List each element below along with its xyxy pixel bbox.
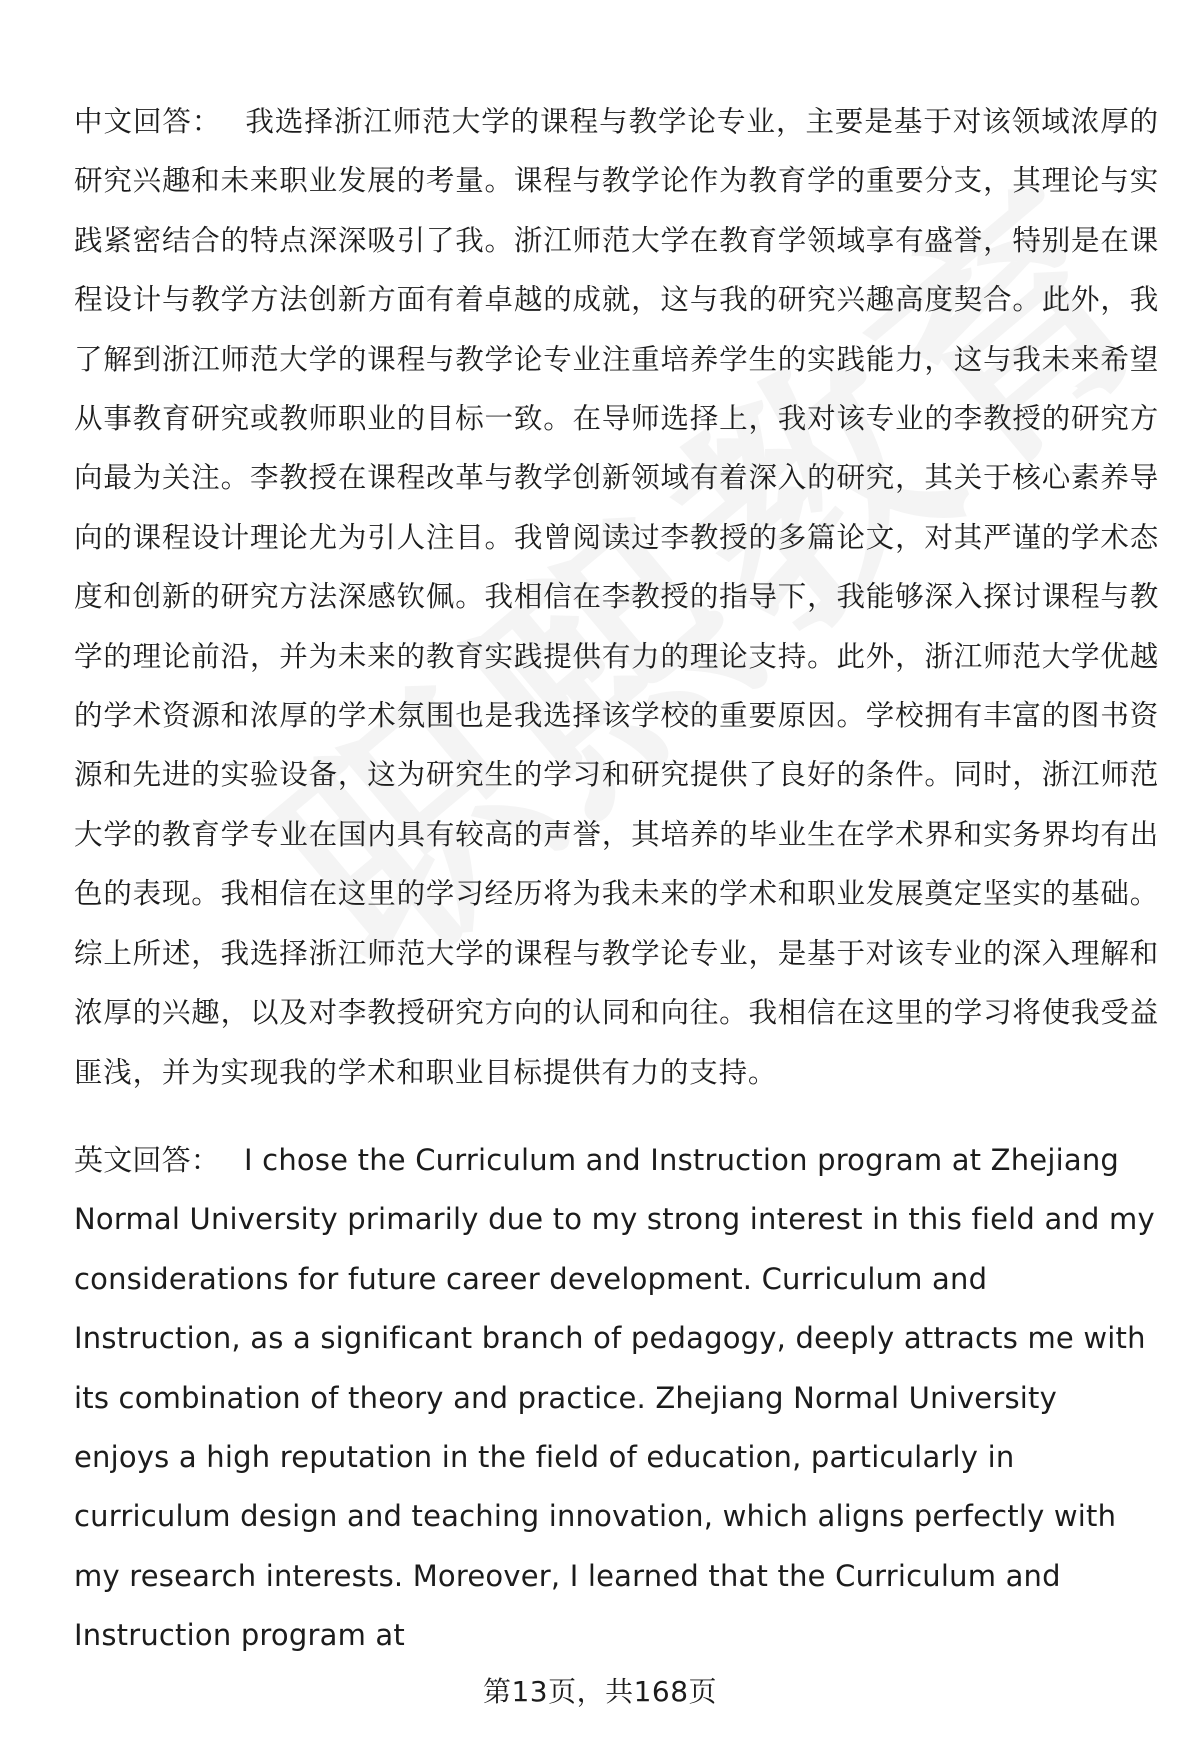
page-number: 第13页，共168页 <box>482 1675 718 1708</box>
chinese-answer-text: 我选择浙江师范大学的课程与教学论专业，主要是基于对该领域浓厚的研究兴趣和未来职业发展的考量。课程与教学论作为教育学的重要分支，其理论与实践紧密结合的特点深深吸引了我。浙江师范大学在教育学领域享有盛誉，特别是在课程设计与教学方法创新方面有着卓越的成就，这与我的研究兴趣高度契合。此外，我了解到浙江师范大学的课程与教学论专业注重培养学生的实践能力，这与我未来希望从事教育研究或教师职业的目标一致。在导师选择上，我对该专业的李教授的研究方向最为关注。李教授在课程改革与教学创新领域有着深入的研究，其关于核心素养导向的课程设计理论尤为引人注目。我曾阅读过李教授的多篇论文，对其严谨的学术态度和创新的研究方法深感钦佩。我相信在李教授的指导下，我能够深入探讨课程与教学的理论前沿，并为未来的教育实践提供有力的理论支持。此外，浙江师范大学优越的学术资源和浓厚的学术氛围也是我选择该学校的重要原因。学校拥有丰富的图书资源和先进的实验设备，这为研究生的学习和研究提供了良好的条件。同时，浙江师范大学的教育学专业在国内具有较高的声誉，其培养的毕业生在学术界和实务界均有出色的表现。我相信在这里的学习经历将为我未来的学术和职业发展奠定坚实的基础。综上所述，我选择浙江师范大学的课程与教学论专业，是基于对该专业的深入理解和浓厚的兴趣，以及对李教授研究方向的认同和向往。我相信在这里的学习将使我受益匪浅，并为实现我的学术和职业目标提供有力的支持。 <box>74 105 1159 1089</box>
english-answer-paragraph <box>74 1131 1159 1666</box>
english-answer-label: 英文回答： <box>74 1142 221 1177</box>
document-body <box>74 92 1159 1666</box>
chinese-answer-paragraph <box>74 92 1159 1102</box>
english-answer-text: I chose the Curriculum and Instruction program at Zhejiang Normal University primarily due to my strong interest in this field and my considerations for future career development. Curriculum and Instruction, as a significant branch of pedagogy, deeply attracts me with its combination of theory and practice. Zhejiang Normal University enjoys a high reputation in the field of education, particularly in curriculum design and teaching innovation, which aligns perfectly with my research interests. Moreover, I learned that the Curriculum and Instruction program at <box>74 1142 1155 1653</box>
chinese-answer-label: 中文回答： <box>74 105 222 138</box>
